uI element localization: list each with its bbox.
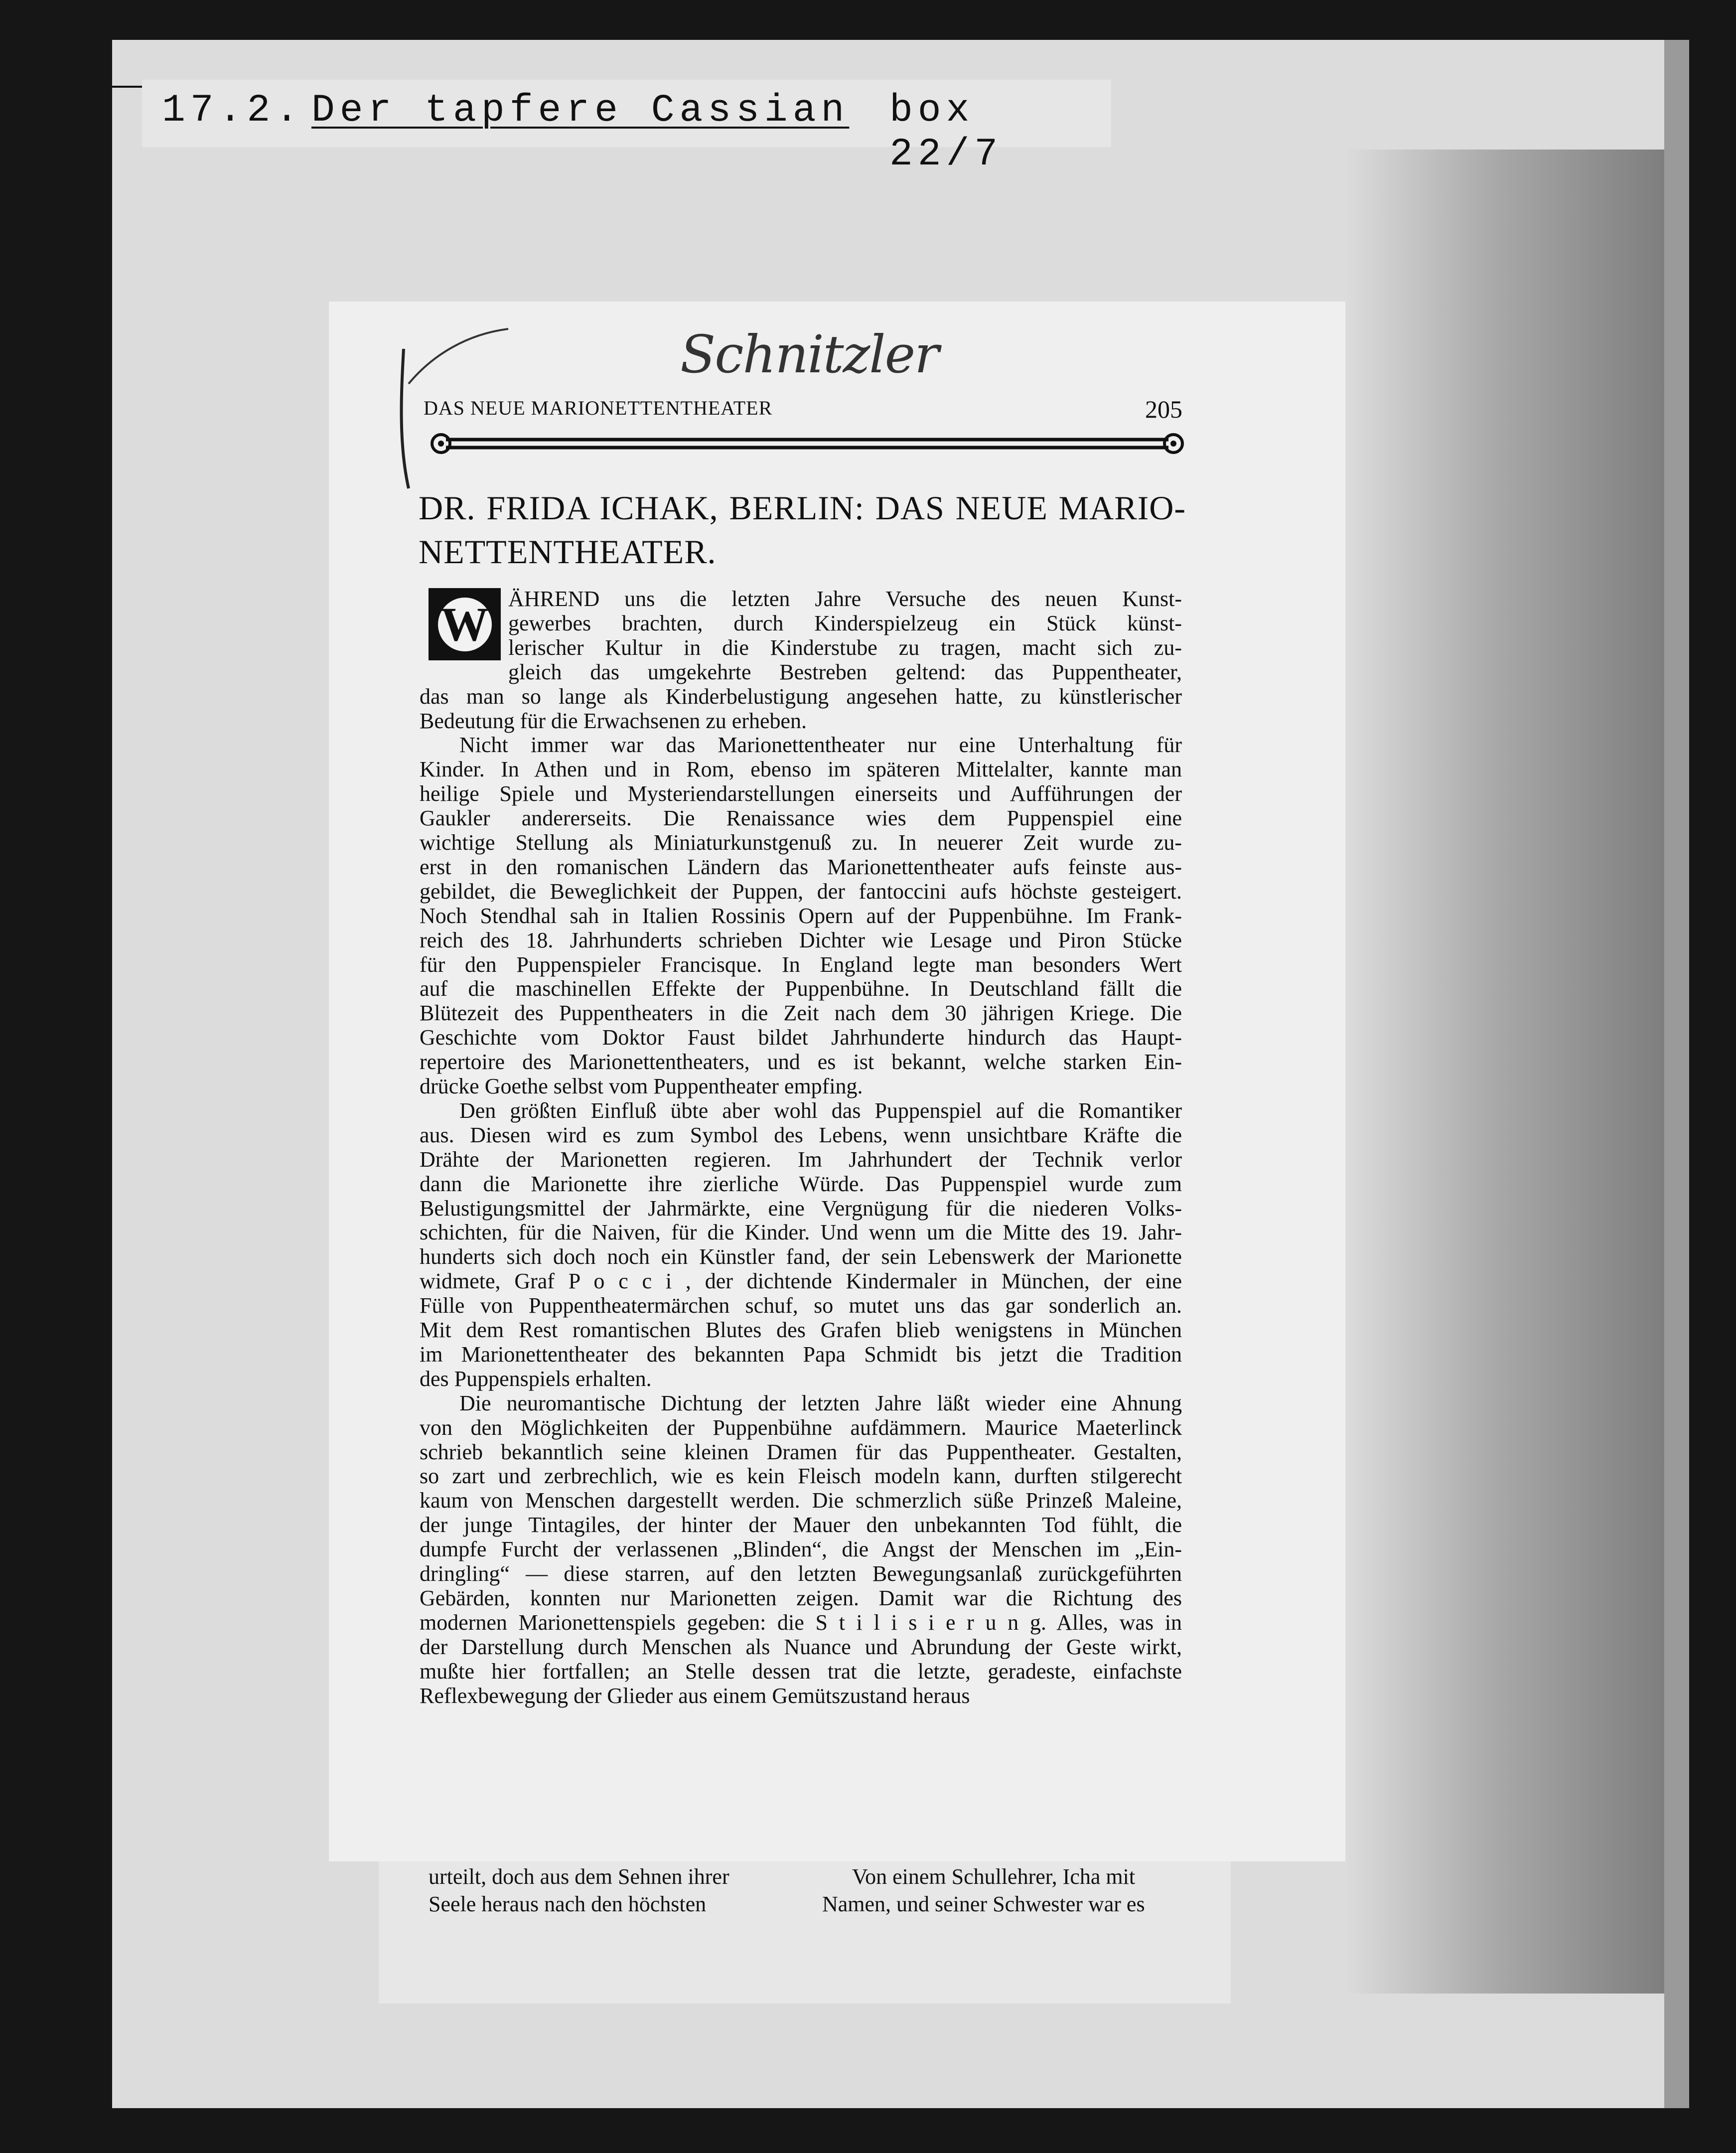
- drop-cap-letter: W: [440, 598, 489, 651]
- body-text-line: erst in den romanischen Ländern das Marionettentheater aufs feinste aus-: [420, 854, 1182, 879]
- underlying-left-line: urteilt, doch aus dem Sehnen ihrer: [429, 1864, 729, 1889]
- body-text-line: der Darstellung durch Menschen als Nuance und Abrundung der Geste wirkt,: [420, 1634, 1182, 1659]
- body-text-line: von den Möglichkeiten der Puppenbühne aufdämmern. Maurice Maeterlinck: [420, 1415, 1182, 1440]
- body-text-line: Nicht immer war das Marionettentheater nur eine Unterhaltung für: [459, 733, 1182, 758]
- body-text-line: Blütezeit des Puppentheaters in die Zeit nach dem 30 jährigen Kriege. Die: [420, 1001, 1182, 1026]
- page-number: 205: [1145, 395, 1182, 423]
- title-line: DR. FRIDA ICHAK, BERLIN: DAS NEUE MARIO-: [419, 489, 1186, 527]
- body-text-line: reich des 18. Jahrhunderts schrieben Dichter wie Lesage und Piron Stücke: [420, 927, 1182, 952]
- body-text-line: gebildet, die Beweglichkeit der Puppen, der fantoccini aufs höchste gesteigert.: [420, 879, 1182, 904]
- body-text-line: schrieb bekanntlich seine kleinen Dramen für das Puppentheater. Gestalten,: [420, 1439, 1182, 1464]
- underlying-right-line: Namen, und seiner Schwester war es: [822, 1892, 1145, 1916]
- body-text-line: Die neuromantische Dichtung der letzten Jahre läßt wieder eine Ahnung: [459, 1390, 1182, 1415]
- body-text-line: aus. Diesen wird es zum Symbol des Lebens, wenn unsichtbare Kräfte die: [420, 1122, 1182, 1147]
- body-text-line: dumpfe Furcht der verlassenen „Blinden“, die Angst der Menschen im „Ein-: [420, 1537, 1182, 1562]
- tag-title: Der tapfere Cassian: [311, 89, 850, 133]
- mount-edge: [1664, 40, 1689, 2108]
- body-text-line: wichtige Stellung als Miniaturkunstgenuß zu. In neuerer Zeit wurde zu-: [420, 830, 1182, 855]
- ornamental-rule: [426, 429, 1188, 459]
- body-text-line: der junge Tintagiles, der hinter der Mauer den unbekannten Tod fühlt, die: [420, 1513, 1182, 1538]
- running-head: DAS NEUE MARIONETTENTHEATER: [424, 397, 773, 419]
- body-text-line: so zart und zerbrechlich, wie es kein Fleisch modeln kann, durften stilgerecht: [420, 1464, 1182, 1489]
- body-text-line: lerischer Kultur in die Kinderstube zu tragen, macht sich zu-: [508, 635, 1182, 660]
- body-text-line: Mit dem Rest romantischen Blutes des Grafen blieb wenigstens in München: [420, 1318, 1182, 1342]
- body-text-line: widmete, Graf P o c c i , der dichtende Kindermaler in München, der eine: [420, 1269, 1182, 1294]
- body-text-line: Kinder. In Athen und in Rom, ebenso im späteren Mittelalter, kannte man: [420, 757, 1182, 782]
- body-text-line: gewerbes brachten, durch Kinderspielzeug ein Stück künst-: [508, 611, 1182, 635]
- body-text-line: im Marionettentheater des bekannten Papa Schmidt bis jetzt die Tradition: [420, 1342, 1182, 1367]
- body-text-line: des Puppenspiels erhalten.: [420, 1366, 652, 1391]
- body-text-line: Den größten Einfluß übte aber wohl das Puppenspiel auf die Romantiker: [459, 1098, 1182, 1123]
- body-text-line: hunderts sich doch noch ein Künstler fand, der sein Lebenswerk der Marionette: [420, 1244, 1182, 1269]
- title-line: NETTENTHEATER.: [419, 533, 717, 571]
- body-text-line: Bedeutung für die Erwachsenen zu erheben.: [420, 708, 807, 733]
- body-text-line: Gebärden, konnten nur Marionetten zeigen. Damit war die Richtung des: [420, 1585, 1182, 1610]
- underlying-left-line: Seele heraus nach den höchsten: [429, 1892, 707, 1916]
- body-text-line: Fülle von Puppentheatermärchen schuf, so mutet uns das gar sonderlich an.: [420, 1293, 1182, 1318]
- body-text-line: auf die maschinellen Effekte der Puppenbühne. In Deutschland fällt die: [420, 976, 1182, 1001]
- handwritten-author-note: Schnitzler: [680, 324, 938, 385]
- mount-shadow: [1345, 150, 1684, 1994]
- body-text-line: ÄHREND uns die letzten Jahre Versuche des neuen Kunst-: [508, 587, 1182, 611]
- tag-number: 17.2.: [162, 89, 304, 133]
- body-text-line: drücke Goethe selbst vom Puppentheater empfing.: [420, 1074, 863, 1098]
- article-title: [419, 486, 1186, 574]
- tag-box-reference: box 22/7: [889, 89, 1003, 176]
- body-text-line: heilige Spiele und Mysteriendarstellungen einerseits und Aufführungen der: [420, 781, 1182, 806]
- body-text-line: Belustigungsmittel der Jahrmärkte, eine Vergnügung für die niederen Volks-: [420, 1196, 1182, 1221]
- body-text-line: dringling“ — diese starren, auf den letzten Bewegungsanlaß zurückgeführten: [420, 1561, 1182, 1586]
- index-tag: [142, 80, 1111, 176]
- body-text-line: dann die Marionette ihre zierliche Würde. Das Puppenspiel wurde zum: [420, 1171, 1182, 1196]
- body-text-line: Gaukler andererseits. Die Renaissance wies dem Puppenspiel eine: [420, 806, 1182, 831]
- body-text-line: schichten, für die Naiven, für die Kinder. Und wenn um die Mitte des 19. Jahr-: [420, 1220, 1182, 1245]
- body-text-line: repertoire des Marionettentheaters, und es ist bekannt, welche starken Ein-: [420, 1050, 1182, 1075]
- body-text-line: Noch Stendhal sah in Italien Rossinis Opern auf der Puppenbühne. Im Frank-: [420, 903, 1182, 928]
- body-text-line: Reflexbewegung der Glieder aus einem Gemütszustand heraus: [420, 1683, 970, 1708]
- body-text-line: Geschichte vom Doktor Faust bildet Jahrhunderte hindurch das Haupt-: [420, 1025, 1182, 1050]
- body-text-line: gleich das umgekehrte Bestreben geltend: das Puppentheater,: [508, 659, 1182, 684]
- body-text-line: modernen Marionettenspiels gegeben: die S t i l i s i e r u n g. Alles, was in: [420, 1610, 1182, 1635]
- body-text-line: Drähte der Marionetten regieren. Im Jahrhundert der Technik verlor: [420, 1147, 1182, 1172]
- body-text-line: kaum von Menschen dargestellt werden. Die schmerzlich süße Prinzeß Maleine,: [420, 1488, 1182, 1513]
- underlying-right-line: Von einem Schullehrer, Icha mit: [852, 1864, 1136, 1889]
- body-text-line: für den Puppenspieler Francisque. In England legte man besonders Wert: [420, 952, 1182, 977]
- body-text-line: mußte hier fortfallen; an Stelle dessen trat die letzte, geradeste, einfachste: [420, 1659, 1182, 1684]
- body-text-line: das man so lange als Kinderbelustigung angesehen hatte, zu künstlerischer: [420, 684, 1182, 709]
- drop-cap: [429, 588, 501, 660]
